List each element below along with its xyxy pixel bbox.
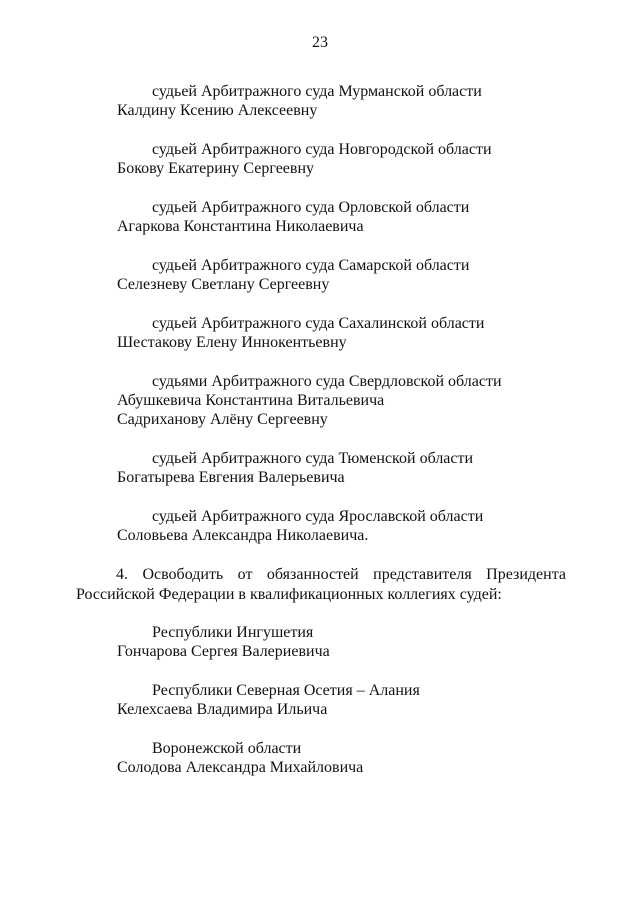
section-4-line-1: 4. Освободить от обязанностей представителя Президента [116, 566, 566, 583]
region-line-1: Республики Ингушетия [152, 624, 314, 641]
region-line-3: Воронежской области [152, 740, 302, 757]
page-number: 23 [312, 34, 328, 51]
court-line-7: судьей Арбитражного суда Тюменской области [152, 450, 474, 467]
judge-name-1: Калдину Ксению Алексеевну [117, 102, 318, 119]
court-line-2: судьей Арбитражного суда Новгородской области [152, 141, 492, 158]
judge-name-4: Селезневу Светлану Сергеевну [117, 276, 330, 293]
court-line-1: судьей Арбитражного суда Мурманской области [152, 83, 482, 100]
court-line-4: судьей Арбитражного суда Самарской области [152, 257, 470, 274]
region-line-2: Республики Северная Осетия – Алания [152, 682, 420, 699]
representative-name-3: Солодова Александра Михайловича [117, 759, 364, 776]
representative-name-1: Гончарова Сергея Валериевича [117, 643, 330, 660]
court-line-6: судьями Арбитражного суда Свердловской области [152, 373, 502, 390]
judge-name-5: Шестакову Елену Иннокентьевну [117, 334, 347, 351]
judge-name-6a: Абушкевича Константина Витальевича [117, 392, 385, 409]
judge-name-3: Агаркова Константина Николаевича [117, 218, 364, 235]
judge-name-6b: Садриханову Алёну Сергеевну [117, 411, 328, 428]
judge-name-7: Богатырева Евгения Валерьевича [117, 469, 345, 486]
representative-name-2: Келехсаева Владимира Ильича [117, 701, 328, 718]
judge-name-2: Бокову Екатерину Сергеевну [117, 160, 315, 177]
section-4-line-2: Российской Федерации в квалификационных коллегиях судей: [76, 586, 502, 603]
judge-name-8: Соловьева Александра Николаевича. [117, 527, 369, 544]
court-line-5: судьей Арбитражного суда Сахалинской области [152, 315, 485, 332]
court-line-8: судьей Арбитражного суда Ярославской области [152, 508, 484, 525]
section-4-paragraph [76, 565, 566, 605]
court-line-3: судьей Арбитражного суда Орловской области [152, 199, 470, 216]
